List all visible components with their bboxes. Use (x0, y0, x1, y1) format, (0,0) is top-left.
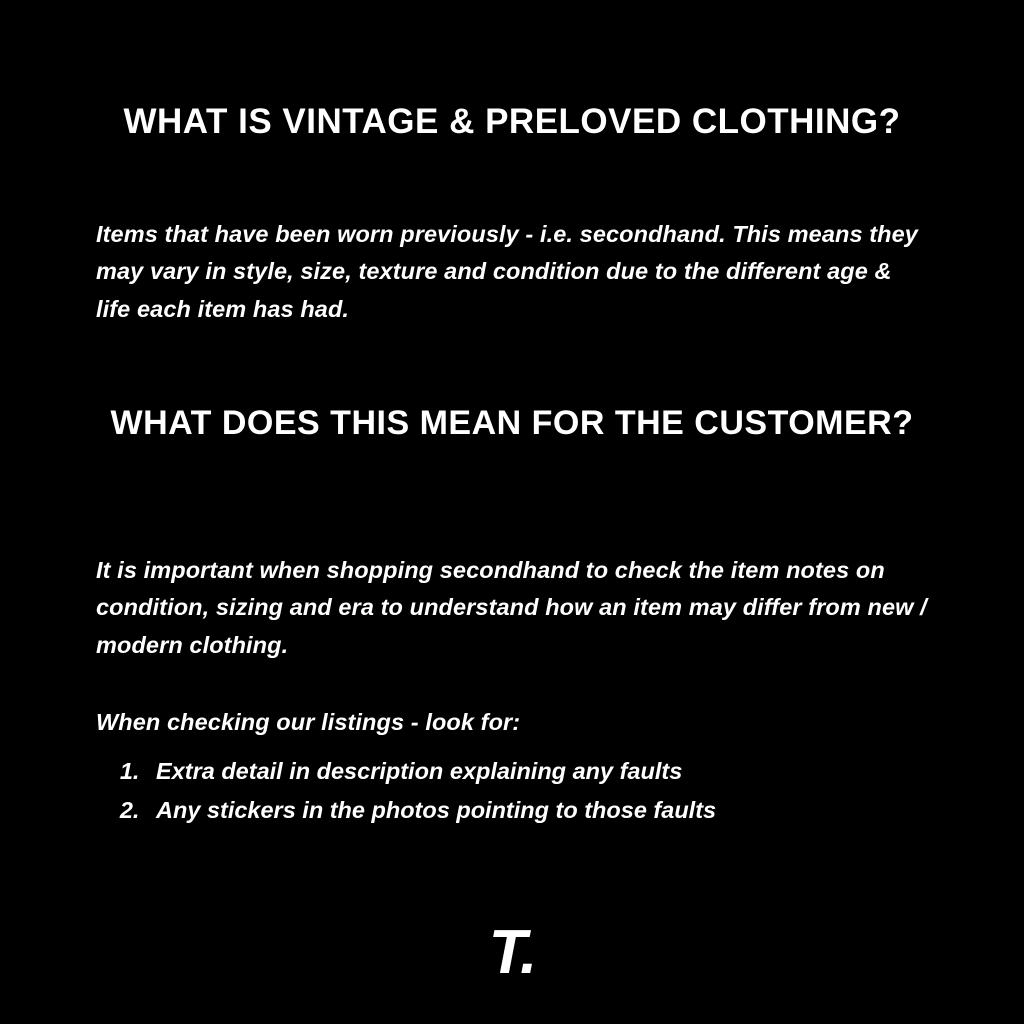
paragraph-guidance: It is important when shopping secondhand to check the item notes on condition, sizing and era to understand how an item may differ from new / modern clothing. (96, 556, 927, 658)
heading-what-does-this-mean: WHAT DOES THIS MEAN FOR THE CUSTOMER? (110, 403, 914, 442)
paragraph-prompt: When checking our listings - look for: (96, 708, 521, 735)
list-item: 1. Extra detail in description explaining any faults (146, 752, 982, 791)
paragraph-definition: Items that have been worn previously - i.e. secondhand. This means they may vary in style, size, texture and condition due to the different age & life each item has had. (96, 220, 918, 322)
checklist (96, 752, 982, 830)
heading-what-is-vintage: WHAT IS VINTAGE & PRELOVED CLOTHING? (123, 102, 901, 142)
brand-logo: T. (488, 918, 536, 987)
list-item: 2. Any stickers in the photos pointing to those faults (146, 791, 982, 830)
